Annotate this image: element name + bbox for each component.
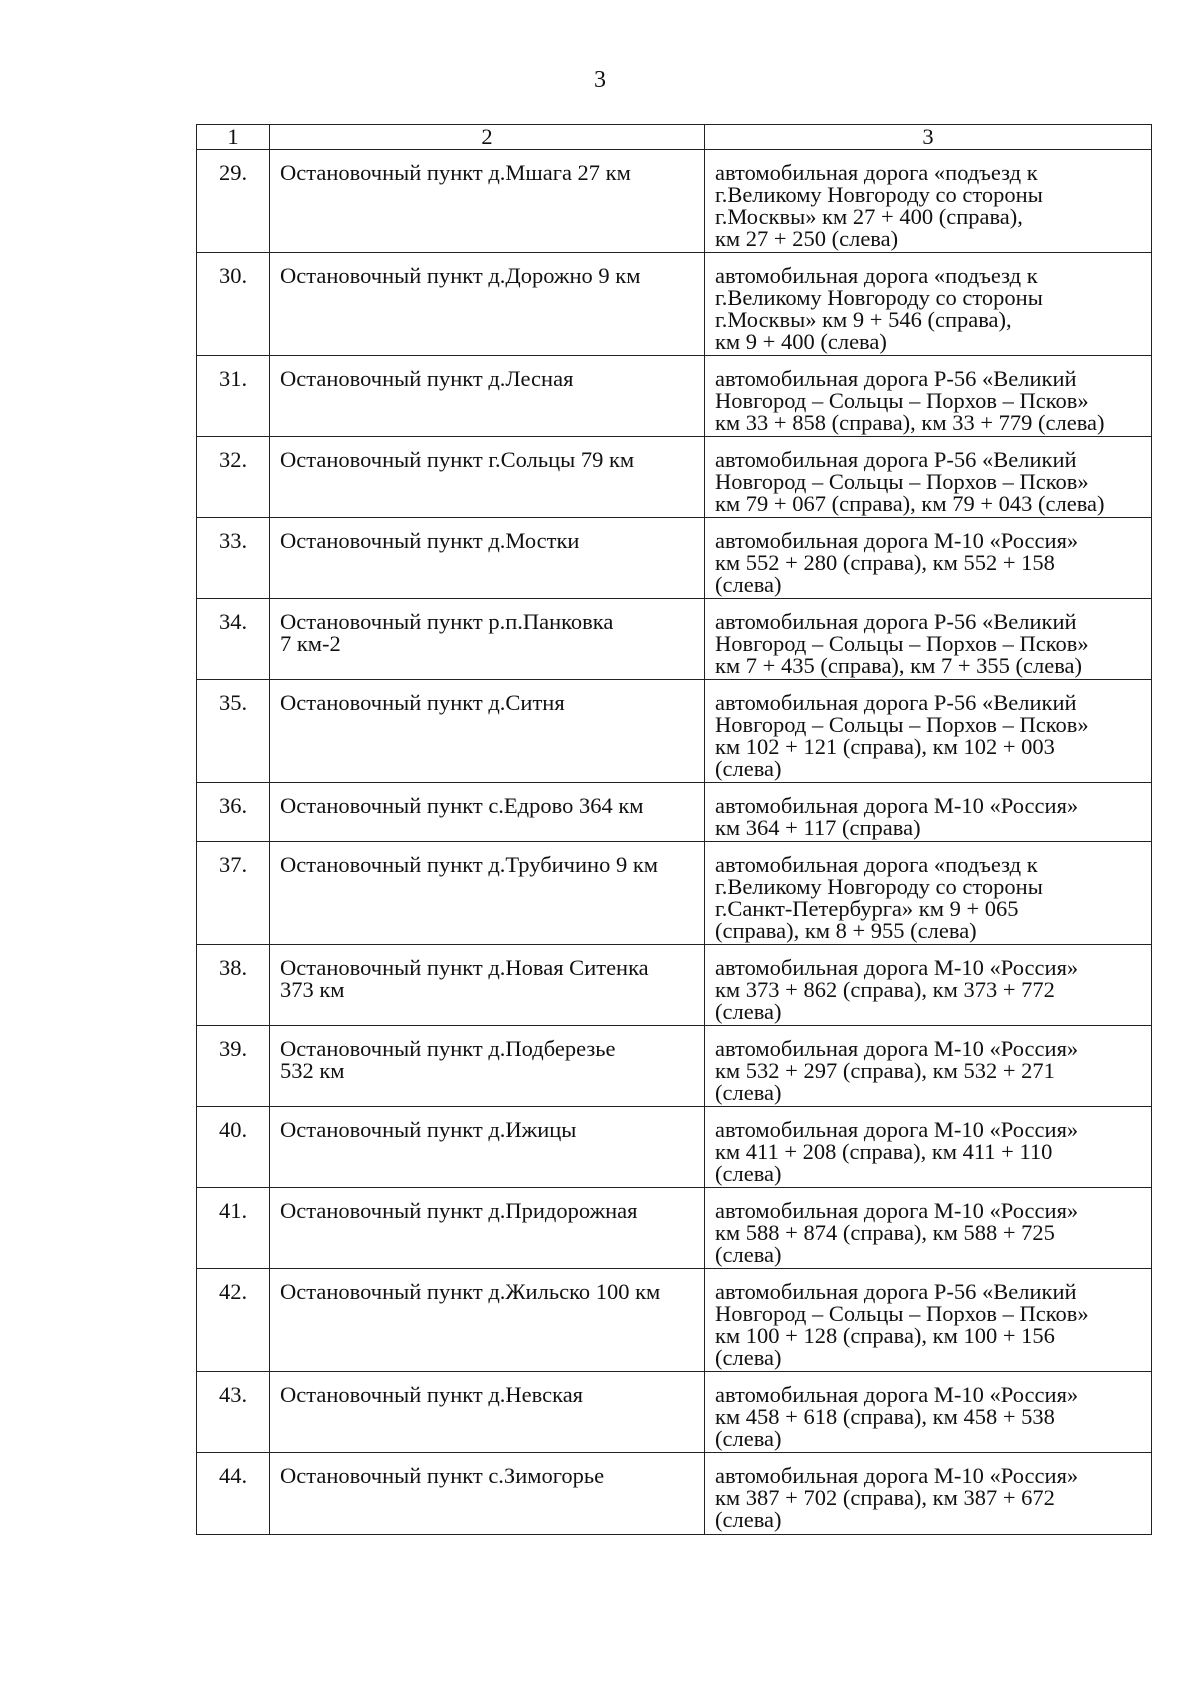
road-location-cell: автомобильная дорога М-10 «Россия» км 364 + 117 (справа) [705,783,1152,842]
stop-name-cell: Остановочный пункт д.Невская [270,1372,705,1453]
stop-name-cell: Остановочный пункт д.Ижицы [270,1107,705,1188]
stop-name-cell: Остановочный пункт д.Придорожная [270,1188,705,1269]
stop-name-cell: Остановочный пункт д.Трубичино 9 км [270,842,705,945]
table-row [197,518,1152,599]
row-number: 35. [197,680,270,783]
table-row [197,945,1152,1026]
stop-name-cell: Остановочный пункт д.Новая Ситенка 373 км [270,945,705,1026]
row-number: 40. [197,1107,270,1188]
stop-name-cell: Остановочный пункт с.Зимогорье [270,1453,705,1535]
stop-name-cell: Остановочный пункт д.Подберезье 532 км [270,1026,705,1107]
table-row [197,783,1152,842]
row-number: 39. [197,1026,270,1107]
column-header-2: 2 [270,125,705,150]
table-row [197,1453,1152,1535]
table-row [197,1107,1152,1188]
row-number: 38. [197,945,270,1026]
table-row [197,842,1152,945]
row-number: 36. [197,783,270,842]
road-location-cell: автомобильная дорога Р-56 «Великий Новгород – Сольцы – Порхов – Псков» км 7 + 435 (справа), км 7 + 355 (слева) [705,599,1152,680]
stop-name-cell: Остановочный пункт р.п.Панковка 7 км-2 [270,599,705,680]
row-number: 43. [197,1372,270,1453]
stop-name-cell: Остановочный пункт д.Лесная [270,356,705,437]
road-location-cell: автомобильная дорога «подъезд к г.Великому Новгороду со стороны г.Москвы» км 27 + 400 (справа), км 27 + 250 (слева) [705,150,1152,253]
road-location-cell: автомобильная дорога «подъезд к г.Великому Новгороду со стороны г.Москвы» км 9 + 546 (справа), км 9 + 400 (слева) [705,253,1152,356]
road-location-cell: автомобильная дорога М-10 «Россия» км 411 + 208 (справа), км 411 + 110 (слева) [705,1107,1152,1188]
table-body [197,150,1152,1535]
row-number: 44. [197,1453,270,1535]
table-row [197,680,1152,783]
column-header-3: 3 [705,125,1152,150]
table-row [197,356,1152,437]
stop-name-cell: Остановочный пункт д.Ситня [270,680,705,783]
column-header-1: 1 [197,125,270,150]
table-header [197,125,1152,150]
road-location-cell: автомобильная дорога М-10 «Россия» км 373 + 862 (справа), км 373 + 772 (слева) [705,945,1152,1026]
road-location-cell: автомобильная дорога Р-56 «Великий Новгород – Сольцы – Порхов – Псков» км 79 + 067 (справа), км 79 + 043 (слева) [705,437,1152,518]
stop-name-cell: Остановочный пункт г.Сольцы 79 км [270,437,705,518]
road-location-cell: автомобильная дорога Р-56 «Великий Новгород – Сольцы – Порхов – Псков» км 102 + 121 (справа), км 102 + 003 (слева) [705,680,1152,783]
row-number: 34. [197,599,270,680]
row-number: 41. [197,1188,270,1269]
bus-stop-table [196,124,1152,1535]
road-location-cell: автомобильная дорога Р-56 «Великий Новгород – Сольцы – Порхов – Псков» км 100 + 128 (справа), км 100 + 156 (слева) [705,1269,1152,1372]
road-location-cell: автомобильная дорога М-10 «Россия» км 552 + 280 (справа), км 552 + 158 (слева) [705,518,1152,599]
road-location-cell: автомобильная дорога «подъезд к г.Великому Новгороду со стороны г.Санкт-Петербурга» км 9 + 065 (справа), км 8 + 955 (слева) [705,842,1152,945]
row-number: 33. [197,518,270,599]
stop-name-cell: Остановочный пункт д.Дорожно 9 км [270,253,705,356]
table-row [197,437,1152,518]
page-number: 3 [594,67,606,93]
row-number: 29. [197,150,270,253]
table-row [197,150,1152,253]
stop-name-cell: Остановочный пункт с.Едрово 364 км [270,783,705,842]
road-location-cell: автомобильная дорога М-10 «Россия» км 458 + 618 (справа), км 458 + 538 (слева) [705,1372,1152,1453]
header-row [197,125,1152,150]
road-location-cell: автомобильная дорога М-10 «Россия» км 387 + 702 (справа), км 387 + 672 (слева) [705,1453,1152,1535]
row-number: 42. [197,1269,270,1372]
stop-name-cell: Остановочный пункт д.Жильско 100 км [270,1269,705,1372]
stop-name-cell: Остановочный пункт д.Мостки [270,518,705,599]
table-row [197,599,1152,680]
row-number: 31. [197,356,270,437]
table-row [197,1269,1152,1372]
road-location-cell: автомобильная дорога М-10 «Россия» км 588 + 874 (справа), км 588 + 725 (слева) [705,1188,1152,1269]
road-location-cell: автомобильная дорога М-10 «Россия» км 532 + 297 (справа), км 532 + 271 (слева) [705,1026,1152,1107]
table-row [197,253,1152,356]
table-row [197,1026,1152,1107]
table-row [197,1188,1152,1269]
table-row [197,1372,1152,1453]
row-number: 30. [197,253,270,356]
stop-name-cell: Остановочный пункт д.Мшага 27 км [270,150,705,253]
road-location-cell: автомобильная дорога Р-56 «Великий Новгород – Сольцы – Порхов – Псков» км 33 + 858 (справа), км 33 + 779 (слева) [705,356,1152,437]
row-number: 32. [197,437,270,518]
row-number: 37. [197,842,270,945]
